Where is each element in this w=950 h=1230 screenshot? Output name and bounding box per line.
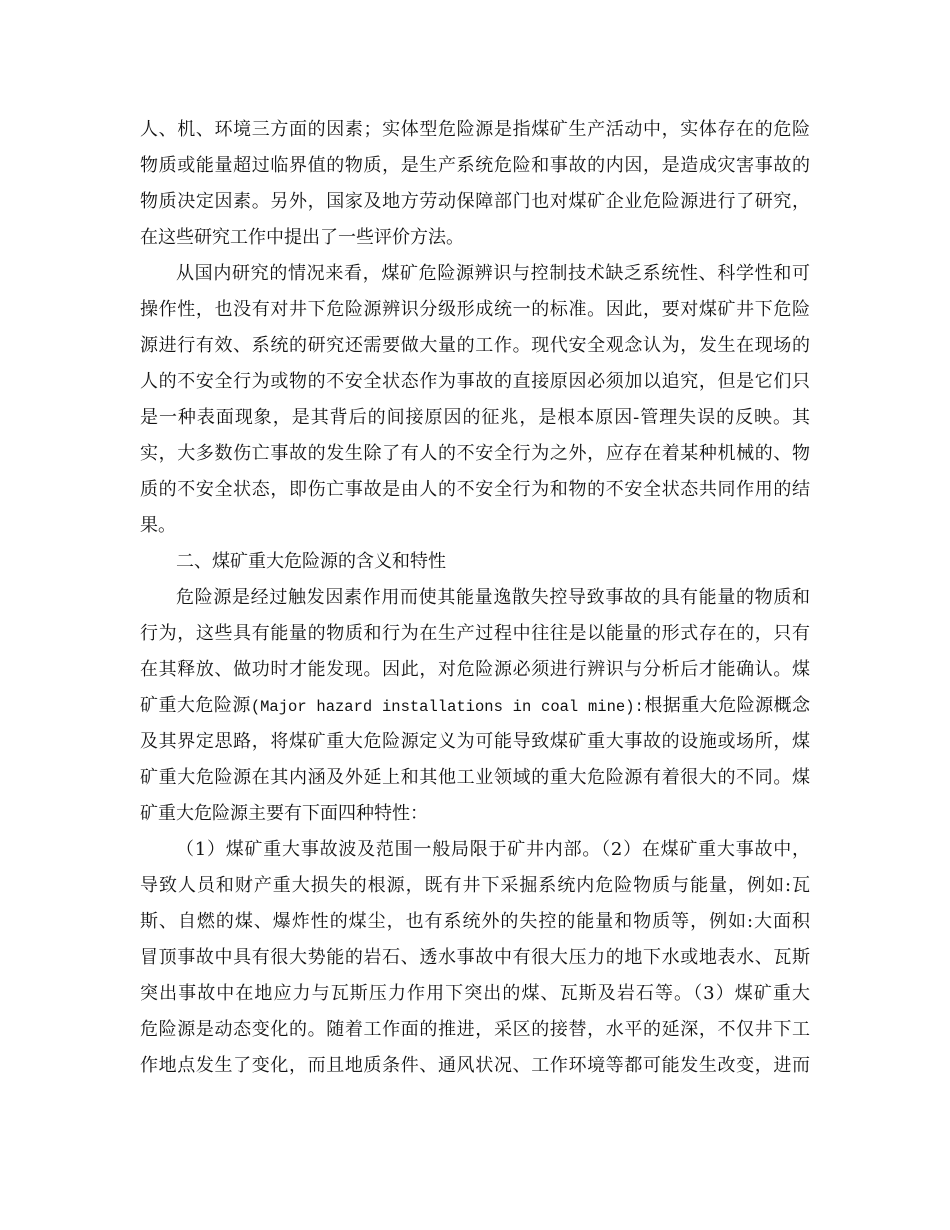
text-line: 矿重大危险源在其内涵及外延上和其他工业领域的重大危险源有着很大的不同。煤 (140, 767, 810, 788)
text-line: 导致人员和财产重大损失的根源，既有井下采掘系统内危险物质与能量，例如:瓦 (140, 875, 810, 896)
text-line: 危险源是动态变化的。随着工作面的推进，采区的接替，水平的延深，不仅井下工 (140, 1019, 810, 1040)
text-line: 果。 (140, 515, 176, 536)
text-line: 操作性，也没有对井下危险源辨识分级形成统一的标准。因此，要对煤矿井下危险 (140, 299, 810, 320)
text-line: 人、机、环境三方面的因素；实体型危险源是指煤矿生产活动中，实体存在的危险 (140, 119, 810, 140)
text-line: 作地点发生了变化，而且地质条件、通风状况、工作环境等都可能发生改变，进而 (140, 1055, 810, 1076)
text-line: 危险源是经过触发因素作用而使其能量逸散失控导致事故的具有能量的物质和 (176, 587, 810, 608)
text-segment: 矿重大危险源 (140, 695, 251, 716)
text-line: 是一种表面现象，是其背后的间接原因的征兆，是根本原因-管理失误的反映。其 (140, 407, 810, 428)
paragraph (140, 832, 810, 1084)
text-line (140, 688, 810, 724)
text-line: 质的不安全状态，即伤亡事故是由人的不安全行为和物的不安全状态共同作用的结 (140, 479, 810, 500)
text-line: 斯、自燃的煤、爆炸性的煤尘，也有系统外的失控的能量和物质等，例如:大面积 (140, 911, 810, 932)
text-line: 在这些研究工作中提出了一些评价方法。 (140, 227, 464, 248)
body-text (140, 112, 810, 1084)
text-line: 在其释放、做功时才能发现。因此，对危险源必须进行辨识与分析后才能确认。煤 (140, 659, 810, 680)
paragraph (140, 112, 810, 256)
text-line: 行为，这些具有能量的物质和行为在生产过程中往往是以能量的形式存在的，只有 (140, 623, 810, 644)
text-line: 物质决定因素。另外，国家及地方劳动保障部门也对煤矿企业危险源进行了研究， (140, 191, 810, 212)
text-line: 从国内研究的情况来看，煤矿危险源辨识与控制技术缺乏系统性、科学性和可 (176, 263, 810, 284)
text-line: 物质或能量超过临界值的物质，是生产系统危险和事故的内因，是造成灾害事故的 (140, 155, 810, 176)
text-line: 及其界定思路，将煤矿重大危险源定义为可能导致煤矿重大事故的设施或场所，煤 (140, 731, 810, 752)
section-heading-text: 二、煤矿重大危险源的含义和特性 (176, 551, 446, 572)
text-line: （1）煤矿重大事故波及范围一般局限于矿井内部。（2）在煤矿重大事故中， (176, 839, 810, 860)
text-line: 冒顶事故中具有很大势能的岩石、透水事故中有很大压力的地下水或地表水、瓦斯 (140, 947, 810, 968)
text-line: 人的不安全行为或物的不安全状态作为事故的直接原因必须加以追究，但是它们只 (140, 371, 810, 392)
section-heading (140, 544, 810, 580)
text-line: 矿重大危险源主要有下面四种特性： (140, 803, 428, 824)
text-line: 突出事故中在地应力与瓦斯压力作用下突出的煤、瓦斯及岩石等。（3）煤矿重大 (140, 983, 810, 1004)
paragraph (140, 580, 810, 832)
text-line: 实，大多数伤亡事故的发生除了有人的不安全行为之外，应存在着某种机械的、物 (140, 443, 810, 464)
text-segment: 根据重大危险源概念 (643, 695, 810, 716)
english-term: (Major hazard installations in coal mine): (250, 698, 644, 716)
paragraph (140, 256, 810, 544)
text-line: 源进行有效、系统的研究还需要做大量的工作。现代安全观念认为，发生在现场的 (140, 335, 810, 356)
